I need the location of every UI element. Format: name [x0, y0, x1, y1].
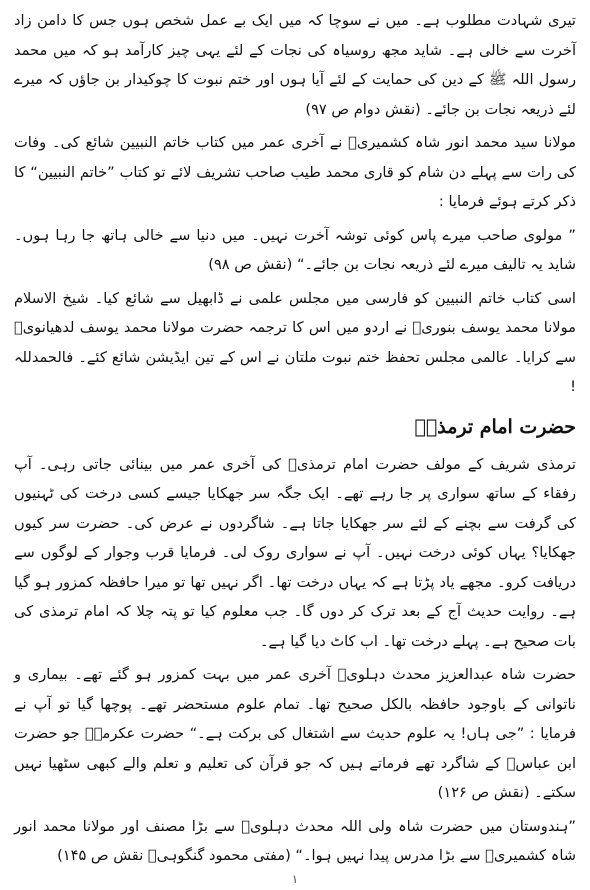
- paragraph-testimony: تیری شہادت مطلوب ہے۔ میں نے سوچا کہ میں ایک بے عمل شخص ہوں جس کا دامن زاد آخرت سے خالی ہے۔ شاید مجھ روسیاہ کی نجات کے لئے یہی چیز کارآمد ہو کہ میں محمد رسول اللہ ﷺ کے دین کی حمایت کے لئے آیا ہوں اور ختم نبوت کا چوکیدار بن جاؤں کہ میرے لئے ذریعہ نجات بن جائے۔ (نقش دوام ص ۹۷): [14, 12, 576, 118]
- paragraph-quote-hindustan: ”ہندوستان میں حضرت شاہ ولی اللہ محدث دہلویؒ سے بڑا مصنف اور مولانا محمد انور شاہ کشمیریؒ سے بڑا مدرس پیدا نہیں ہوا۔“ (مفتی محمود گنگوہیؒ نقش ص ۱۴۵): [14, 817, 576, 864]
- paragraph-translation: اسی کتاب خاتم النبیین کو فارسی میں مجلس علمی نے ڈابھیل سے شائع کیا۔ شیخ الاسلام مولانا محمد یوسف بنوریؒ نے اردو میں اس کا ترجمہ حضرت مولانا محمد یوسف لدھیانویؒ سے کرایا۔ عالمی مجلس تحفظ ختم نبوت ملتان نے اس کے تین ایڈیشن شائع کئے۔ فالحمدللہ !: [14, 289, 576, 395]
- footer-mark: ۱: [291, 872, 299, 886]
- section-heading: حضرت امام ترمذیؒ: [414, 415, 576, 438]
- paragraph-quote-maulvi: ” مولوی صاحب میرے پاس کوئی توشہ آخرت نہیں۔ میں دنیا سے خالی ہاتھ جا رہا ہوں۔ شاید یہ تالیف میرے لئے ذریعہ نجات بن جائے۔“ (نقش ص ۹۸): [14, 226, 576, 273]
- paragraph-khatam-book: مولانا سید محمد انور شاہ کشمیریؒ نے آخری عمر میں کتاب خاتم النبیین شائع کی۔ وفات کی رات سے پہلے دن شام کو قاری محمد طیب صاحب تشریف لائے تو کتاب ”خاتم النبیین“ کا ذکر کرتے ہوئے فرمایا :: [14, 134, 576, 210]
- paragraph-imam-tirmidhi: ترمذی شریف کے مولف حضرت امام ترمذیؒ کی آخری عمر میں بینائی جاتی رہی۔ آپ رفقاء کے ساتھ سواری پر جا رہے تھے۔ ایک جگہ سر جھکایا جیسے کسی درخت کی ٹہنیوں کی گرفت سے بچنے کے لئے سر جھکایا جاتا ہے۔ شاگردوں نے عرض کی۔ حضرت سر کیوں جھکایا؟ یہاں کوئی درخت نہیں۔ آپ نے سواری روک لی۔ فرمایا قرب وجوار کے لوگوں سے دریافت کرو۔ مجھے یاد پڑتا ہے کہ یہاں درخت تھا۔ اگر نہیں تھا تو میرا حافظہ کمزور ہو گیا ہے۔ روایت حدیث آج کے بعد ترک کر دوں گا۔ جب معلوم کیا تو پتہ چلا کہ امام ترمذی کی بات صحیح ہے۔ پہلے درخت تھا۔ اب کاٹ دیا گیا ہے۔: [14, 455, 576, 650]
- paragraph-shah-abdulaziz: حضرت شاہ عبدالعزیز محدث دہلویؒ آخری عمر میں بہت کمزور ہو گئے تھے۔ بیماری و ناتوانی کے باوجود حافظہ بالکل صحیح تھا۔ تمام علوم مستحضر تھے۔ پوچھا گیا تو آپ نے فرمایا : ”جی ہاں! یہ علوم حدیث سے اشتغال کی برکت ہے۔“ حضرت عکرمہؒ جو حضرت ابن عباسؓ کے شاگرد تھے فرماتے ہیں کہ جو قرآن کی تعلیم و تعلم والے کبھی سٹھیا نہیں سکتے۔ (نقش ص ۱۲۶): [14, 666, 576, 801]
